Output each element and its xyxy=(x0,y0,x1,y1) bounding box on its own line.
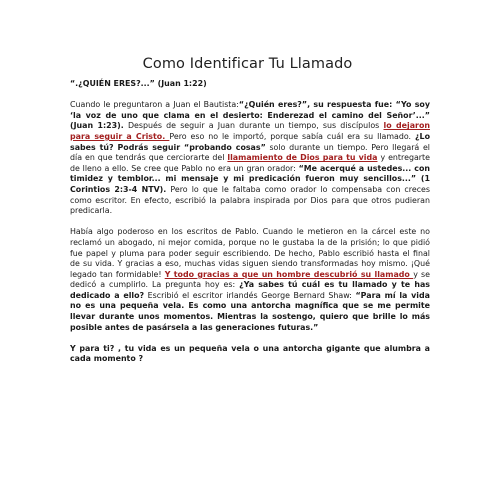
p2-bold-1: ¿Ya sabes tú cuál es tu llamado y te has dedicado a ello? xyxy=(70,280,430,300)
paragraph-2 xyxy=(70,227,430,333)
p2-text-2: y se dedicó a cumplirlo. La pregunta hoy es: xyxy=(70,269,430,290)
p1-text-6: Pero lo que le faltaba como orador lo compensaba con creces como escritor. En efecto, escribió la palabra inspirada por Dios para que otros pudieran predicarla. xyxy=(70,184,430,216)
p2-bold-2: “Para mí la vida no es una pequeña vela. Es como una antorcha magnífica que se me permite llevar durante unos momentos. Mientras la sostengo, quiero que brille lo más posible antes de pasársela a las generaciones futuras.” xyxy=(70,290,430,332)
p1-bold-2: ¿Lo sabes tú? Podrás seguir “probando cosas” xyxy=(70,131,430,152)
p2-link-1[interactable]: Y todo gracias a que un hombre descubrió su llamado xyxy=(164,269,414,279)
p1-text-1: Cuando le preguntaron a Juan el Bautista: xyxy=(70,100,239,110)
document-title: Como Identificar Tu Llamado xyxy=(142,56,353,72)
p1-link-1[interactable]: lo dejaron para seguir a Cristo. xyxy=(70,121,430,141)
document-body xyxy=(70,79,430,376)
p1-text-5: y entregarte de lleno a ello. Se cree que Pablo no era un gran orador: xyxy=(70,153,430,173)
paragraph-1 xyxy=(70,100,430,217)
p1-bold-1: “¿Quién eres?”, su respuesta fue: “Yo soy ‘la voz de uno que clama en el desierto: Enderezad el camino del Señor’...” (Juan 1:23). xyxy=(70,100,430,131)
closing-question: Y para ti? , tu vida es un pequeña vela o una antorcha gigante que alumbra a cada momento ? xyxy=(70,343,430,364)
subtitle xyxy=(70,79,430,90)
p2-text-1: Había algo poderoso en los escritos de Pablo. Cuando le metieron en la cárcel este no reclamó un abogado, ni mejor comida, porque no le gustaba la de la prisión; lo que pidió fue papel y pluma para poder seguir escribiendo. De hecho, Pablo escribió hasta el final de su vida. Y gracias a eso, muchas vidas siguen siendo transformadas hoy mismo. ¡Qué legado tan formidable! xyxy=(70,227,430,279)
p1-text-4: solo durante un tiempo. Pero llegará el día en que tendrás que cerciorarte del xyxy=(70,142,430,163)
p2-text-3: Escribió el escritor irlandés George Bernard Shaw: xyxy=(144,290,356,300)
p1-text-3: Pero eso no le importó, porque sabía cuál era su llamado. xyxy=(169,131,415,141)
subtitle-text: “.¿QUIÉN ERES?...” (Juan 1:22) xyxy=(70,79,207,88)
p1-text-2: Después de seguir a Juan durante un tiempo, sus discípulos xyxy=(123,121,384,131)
p1-bold-3: “Me acerqué a ustedes... con timidez y temblor... mi mensaje y mi predicación fueron muy sencillos...” (1 Corintios 2:3-4 NTV). xyxy=(70,163,430,194)
p1-link-2[interactable]: llamamiento de Dios para tu vida xyxy=(227,153,378,163)
